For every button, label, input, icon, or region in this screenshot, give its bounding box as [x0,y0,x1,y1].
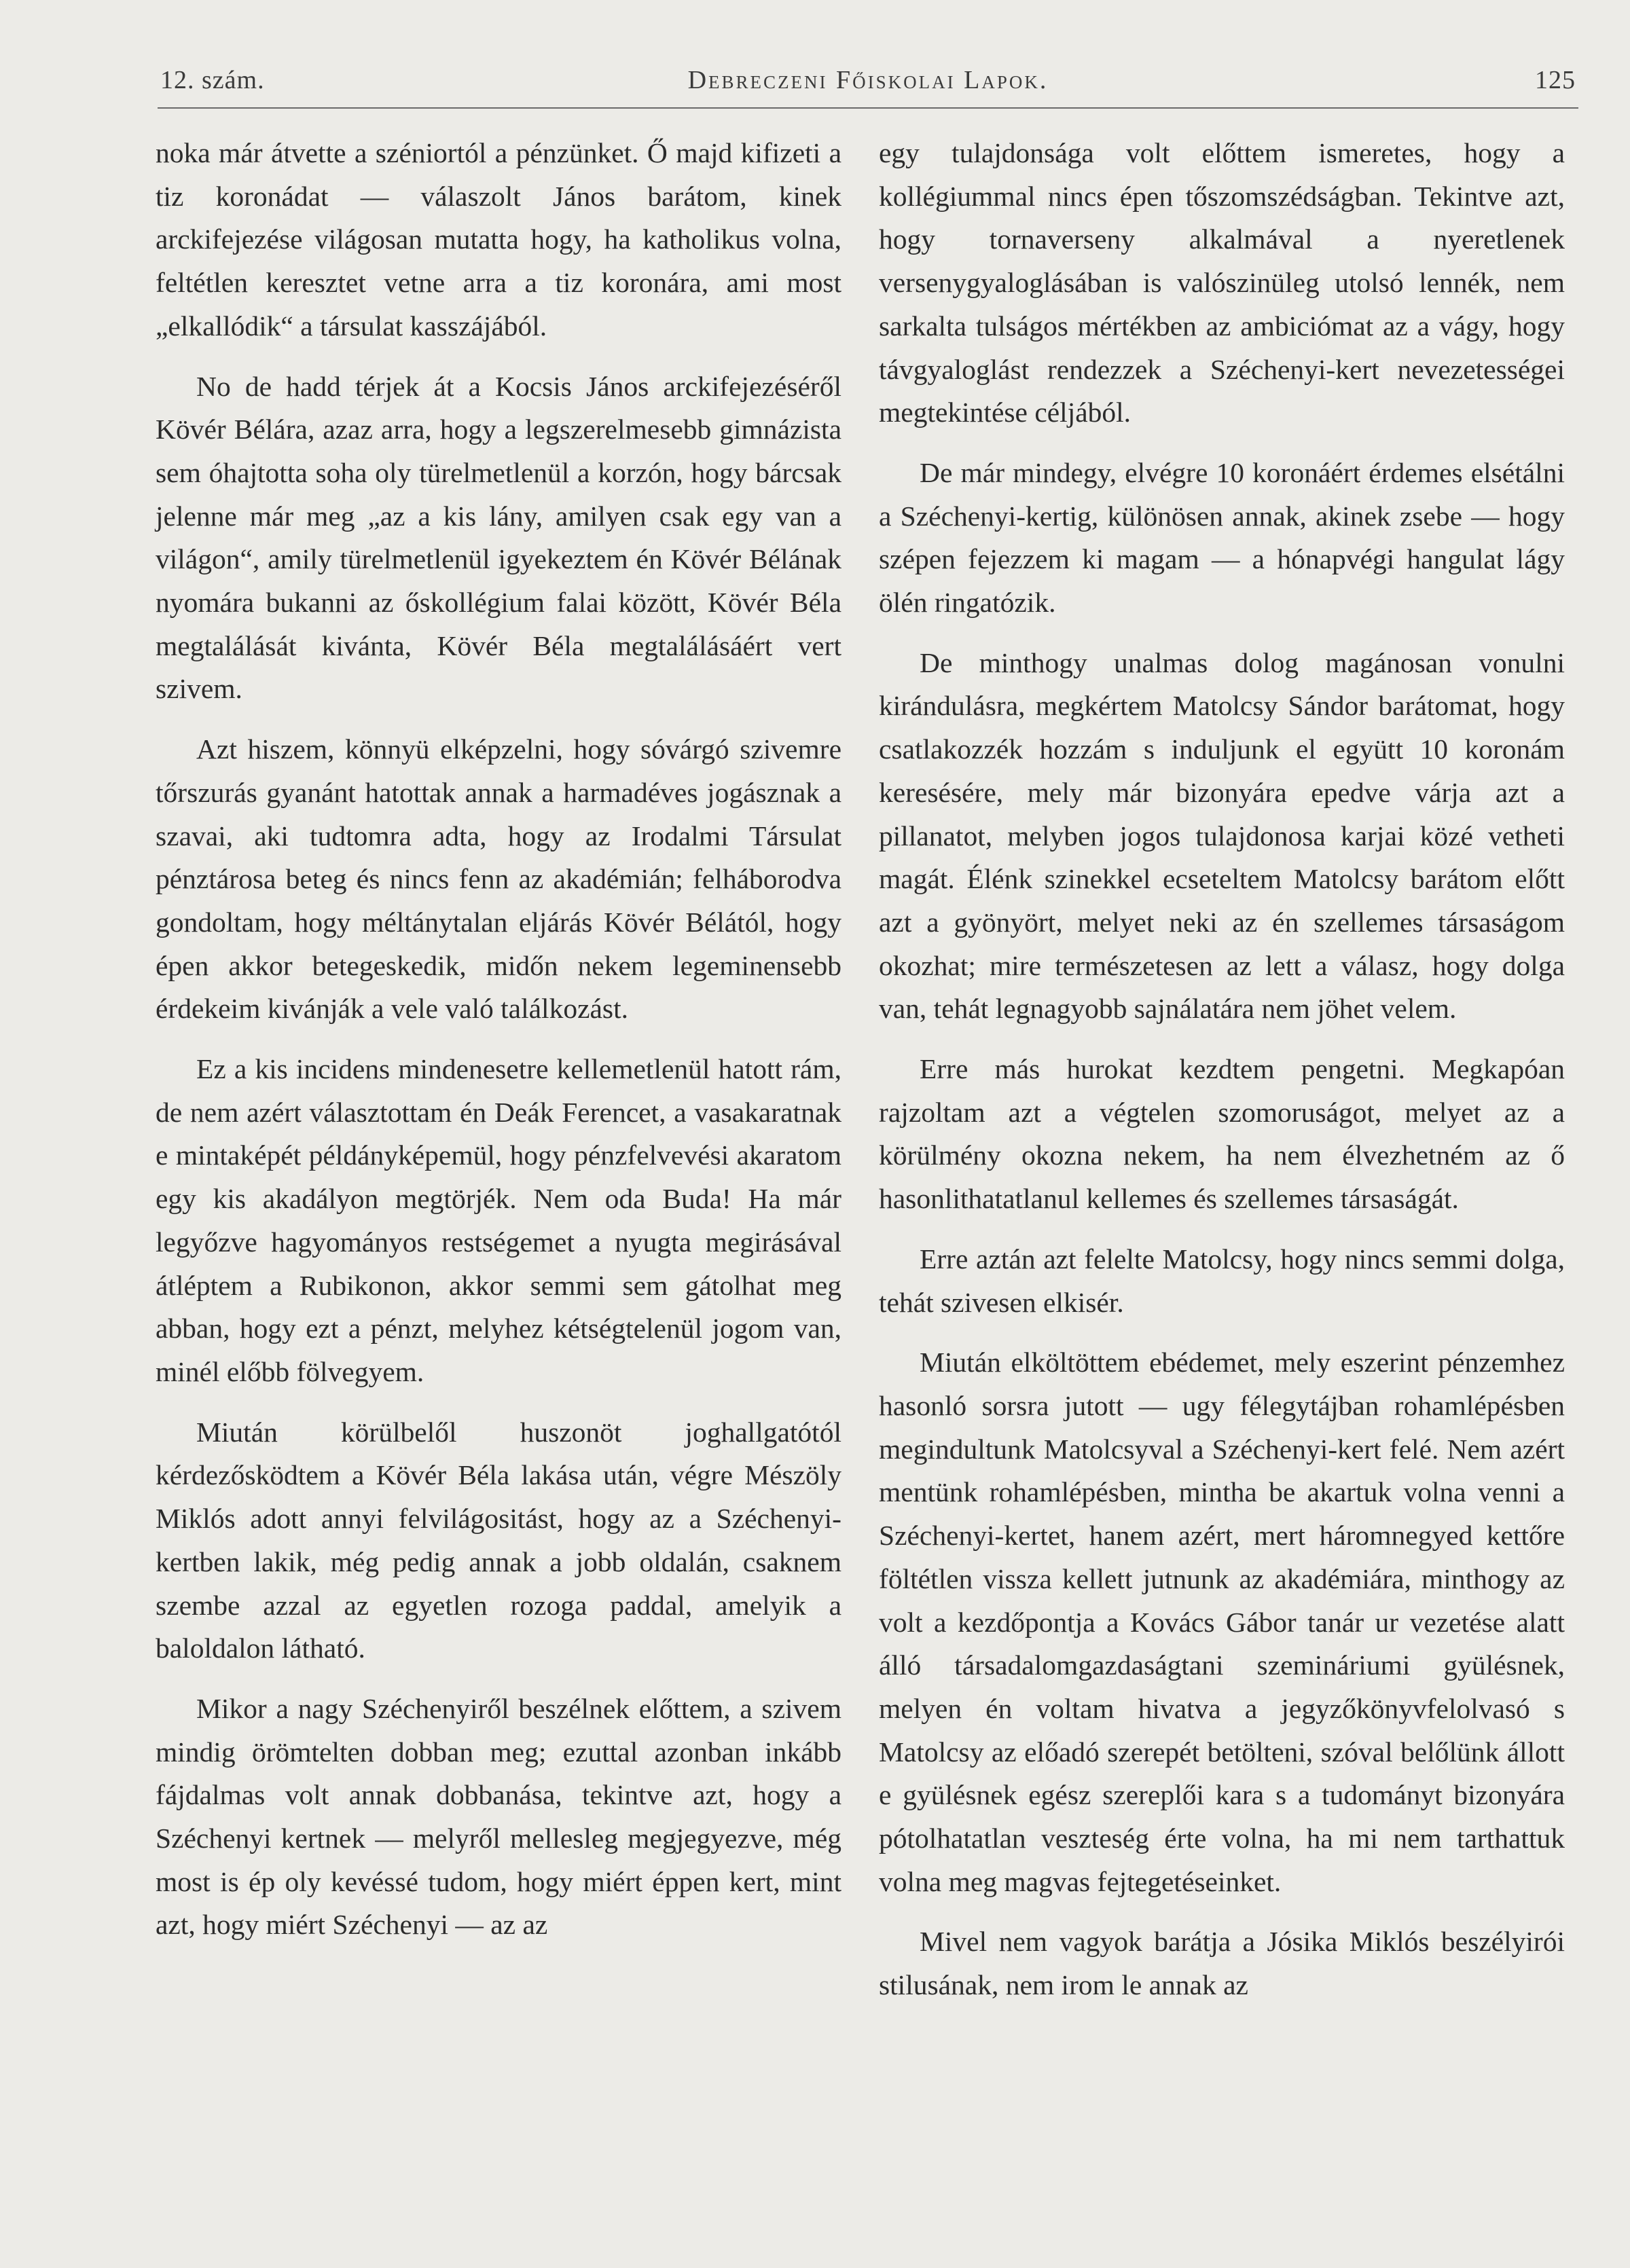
paragraph: De már mindegy, elvégre 10 koronáért érdemes elsétálni a Széchenyi-kertig, különösen annak, akinek zsebe — hogy szépen fejezzem ki magam — a hónapvégi hangulat lágy ölén ringatózik. [879,456,1565,619]
paragraph: No de hadd térjek át a Kocsis János arckifejezéséről Kövér Bélára, azaz arra, hogy a legszerelmesebb gimnázista sem óhajtotta soha oly türelmetlenül a korzón, hogy bárcsak jelenne már meg „az a kis lány, amilyen csak egy van a világon“, amily türelmetlenül igyekeztem én Kövér Bélának nyomára bukanni az őskollégium falai között, Kövér Béla megtalálását kivánta, Kövér Béla megtalálásáért vert szivem. [156,370,841,705]
running-header [158,65,1578,106]
paragraph: noka már átvette a széniortól a pénzünket. Ő majd kifizeti a tiz koronádat — válaszolt János barátom, kinek arckifejezése világosan mutatta hogy, ha katholikus volna, feltétlen keresztet vetne arra a tiz koronára, ami most „elkallódik“ a társulat kasszájából. [156,137,841,342]
paragraph: egy tulajdonsága volt előttem ismeretes, hogy a kollégiummal nincs épen tőszomszédságban. Tekintve azt, hogy tornaverseny alkalmával a nyeretlenek versenygyaloglásában is valószinüleg utolsó lennék, nem sarkalta tulságos mértékben az ambiciómat az a vágy, hogy távgyaloglást rendezzek a Széchenyi-kert nevezetességei megtekintése céljából. [879,137,1565,428]
paragraph: Erre aztán azt felelte Matolcsy, hogy nincs semmi dolga, tehát szivesen elkisér. [879,1243,1565,1318]
journal-title: Debreczeni Főiskolai Lapok. [687,66,1049,94]
paragraph: Azt hiszem, könnyü elképzelni, hogy sóvárgó szivemre tőrszurás gyanánt hatottak annak a harmadéves jogásznak a szavai, aki tudtomra adta, hogy az Irodalmi Társulat pénztárosa beteg és nincs fenn az akadémián; felháborodva gondoltam, hogy méltánytalan eljárás Kövér Bélától, hogy épen akkor betegeskedik, midőn nekem legeminensebb érdekeim kivánják a vele való találkozást. [156,733,841,1025]
paragraph: Miután körülbelől huszonöt joghallgatótól kérdezősködtem a Kövér Béla lakása után, végre Mészöly Miklós adott annyi felvilágositást, hogy az a Széchenyi-kertben lakik, még pedig annak a jobb oldalán, csaknem szembe azzal az egyetlen rozoga paddal, amelyik a baloldalon látható. [156,1416,841,1664]
page-number: 125 [1535,66,1576,94]
paragraph: Ez a kis incidens mindenesetre kellemetlenül hatott rám, de nem azért választottam én Deák Ferencet, a vasakaratnak e mintaképét példányképemül, hogy pénzfelvevési akaratom egy kis akadályon megtörjék. Nem oda Buda! Ha már legyőzve hagyományos restségemet a nyugta megirásával átléptem a Rubikonon, akkor semmi sem gátolhat meg abban, hogy ezt a pénzt, melyhez kétségtelenül jogom van, minél előbb fölvegyem. [156,1053,841,1387]
paragraph: Erre más hurokat kezdtem pengetni. Megkapóan rajzoltam azt a végtelen szomoruságot, melyet az a körülmény okozna nekem, ha nem élvezhetném az ő hasonlithatatlanul kellemes és szellemes társaságát. [879,1053,1565,1215]
issue-number: 12. szám. [160,66,265,94]
left-column [156,132,841,1947]
paragraph: Mikor a nagy Széchenyiről beszélnek előttem, a szivem mindig örömtelten dobban meg; ezuttal azonban inkább fájdalmas volt annak dobbanása, tekintve azt, hogy a Széchenyi kertnek — melyről mellesleg megjegyezve, még most is ép oly kevéssé tudom, hogy miért éppen kert, mint azt, hogy miért Széchenyi — az az [156,1692,841,1941]
right-column [879,132,1565,2007]
paragraph: Miután elköltöttem ebédemet, mely eszerint pénzemhez hasonló sorsra jutott — ugy félegytájban rohamlépésben megindultunk Matolcsyval a Széchenyi-kert felé. Nem azért mentünk rohamlépésben, mintha be akartuk volna venni a Széchenyi-kertet, hanem azért, mert háromnegyed kettőre föltétlen vissza kellett jutnunk az akadémiára, minthogy az volt a kezdőpontja a Kovács Gábor tanár ur vezetése alatt álló társadalomgazdaságtani szemináriumi gyülésnek, melyen én voltam hivatva a jegyzőkönyvfelolvasó s Matolcsy az előadó szerepét betölteni, szóval belőlünk állott e gyülésnek egész szereplői kara s a tudományt bizonyára pótolhatatlan veszteség érte volna, ha mi nem tarthattuk volna meg magvas fejtegetéseinket. [879,1347,1565,1897]
paragraph: Mivel nem vagyok barátja a Jósika Miklós beszélyirói stilusának, nem irom le annak az [879,1926,1565,2001]
paragraph: De minthogy unalmas dolog magánosan vonulni kirándulásra, megkértem Matolcsy Sándor barátomat, hogy csatlakozzék hozzám s induljunk el együtt 10 koronám keresésére, mely már bizonyára epedve várja azt a pillanatot, melyben jogos tulajdonosa karjai közé vetheti magát. Élénk szinekkel ecseteltem Matolcsy barátom előtt azt a gyönyört, melyet neki az én szellemes társaságom okozhat; mire természetesen az lett a válasz, hogy dolga van, tehát legnagyobb sajnálatára nem jöhet velem. [879,646,1565,1025]
header-rule [158,107,1578,109]
